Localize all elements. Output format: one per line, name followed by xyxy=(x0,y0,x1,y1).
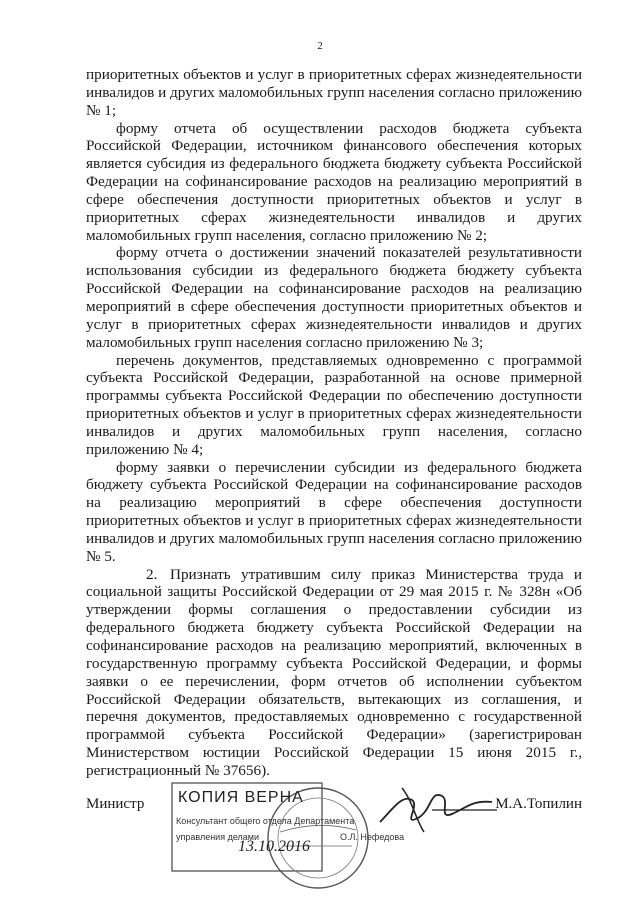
paragraph-appendix-3: форму отчета о достижении значений показателей результативности использования субсидии из федерального бюджета бюджету субъекта Российской Федерации на софинансирование расходов на реализацию мероприятий в сфере обеспечения доступности приоритетных объектов и услуг в приоритетных сферах жизнедеятельности инвалидов и других маломобильных групп населения согласно приложению № 3; xyxy=(86,244,582,351)
paragraph-appendix-2: форму отчета об осуществлении расходов бюджета субъекта Российской Федерации, источником финансового обеспечения которых является субсидия из федерального бюджета бюджету субъекта Российской Федерации на софинансирование расходов на реализацию мероприятий в сфере обеспечения доступности приоритетных объектов и услуг в приоритетных сферах жизнедеятельности инвалидов и других маломобильных групп населения, согласно приложению № 2; xyxy=(86,119,582,244)
signature-block xyxy=(0,780,640,905)
signatory-name: М.А.Топилин xyxy=(495,796,582,812)
stamp-title: КОПИЯ ВЕРНА xyxy=(178,789,304,806)
item-2-text: Признать утратившим силу приказ Министерства труда и социальной защиты Российской Федерации от 29 мая 2015 г. № 328н «Об утверждении формы соглашения о предоставлении субсидии из федерального бюджета бюджету субъекта Российской Федерации на софинансирование расходов на реализацию мероприятий, включенных в государственную программу субъекта Российской Федерации, и формы заявки о ее перечислении, форм отчетов об исполнении субъектом Российской Федерации обязательств, вытекающих из соглашения, и перечня документов, предоставляемых одновременно с государственной программой субъекта Российской Федерации» (зарегистрирован Министерством юстиции Российской Федерации 15 июня 2015 г., регистрационный № 37656). xyxy=(86,565,582,779)
stamp-signer-name: О.Л. Нефедова xyxy=(340,832,405,842)
item-number: 2. xyxy=(146,565,158,583)
handwritten-signature-icon xyxy=(372,780,502,840)
paragraph-continuation: приоритетных объектов и услуг в приоритетных сферах жизнедеятельности инвалидов и других маломобильных групп населения согласно приложению № 1; xyxy=(86,66,582,119)
paragraph-item-2 xyxy=(86,566,582,780)
page-number: 2 xyxy=(317,40,323,52)
stamp-position-line2: управления делами xyxy=(176,832,260,842)
document-body xyxy=(86,66,582,780)
paragraph-appendix-5: форму заявки о перечислении субсидии из федерального бюджета бюджету субъекта Российской Федерации на софинансирование расходов на реализацию мероприятий в сфере обеспечения доступности приоритетных объектов и услуг в приоритетных сферах жизнедеятельности инвалидов и других маломобильных групп населения согласно приложению № 5. xyxy=(86,458,582,565)
paragraph-appendix-4: перечень документов, представляемых одновременно с программой субъекта Российской Федерации, разработанной на основе примерной программы субъекта Российской Федерации по обеспечению доступности приоритетных объектов и услуг в приоритетных сферах жизнедеятельности инвалидов и других маломобильных групп населения, согласно приложению № 4; xyxy=(86,351,582,458)
stamp-position-line1: Консультант общего отдела Департамента xyxy=(176,816,355,826)
signatory-position: Министр xyxy=(86,796,145,812)
stamp-date: 13.10.2016 xyxy=(238,838,310,855)
